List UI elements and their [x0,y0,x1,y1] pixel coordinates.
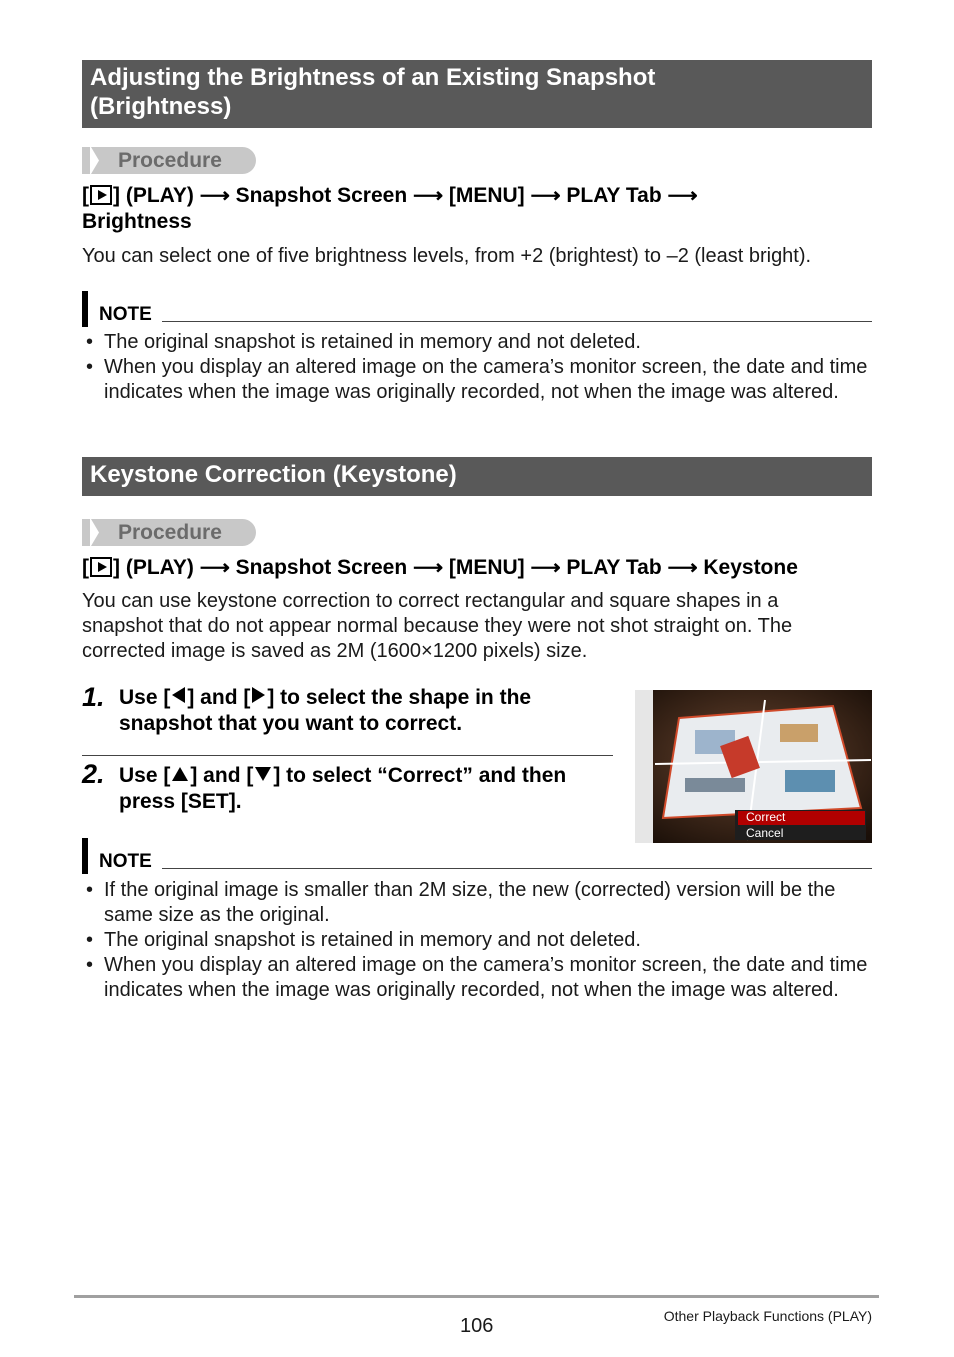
play-icon [90,185,112,205]
path-step: [MENU] [448,556,525,579]
path-step: Brightness [82,210,192,233]
procedure-tag [82,519,258,546]
menu-item-correct: Correct [746,810,786,824]
section-header-brightness [82,60,872,128]
path-play: ] (PLAY) [113,184,194,207]
note-item: • The original snapshot is retained in memory and not deleted. [82,928,872,953]
step-text: Use [ ] and [ ] to select “Correct” and then press [SET]. [119,764,567,813]
down-arrow-icon [255,767,271,781]
left-arrow-icon [172,687,185,703]
step-number: 1. [82,682,105,712]
arrow-icon: ⟶ [667,184,698,207]
note-item: • If the original image is smaller than 2M size, the new (corrected) version will be the same size as the original. [82,878,872,928]
arrow-icon: ⟶ [413,184,444,207]
step-divider [82,755,613,756]
section-body: You can select one of five brightness levels, from +2 (brightest) to –2 (least bright). [82,245,812,267]
section-body: You can use keystone correction to correct rectangular and square shapes in a snapshot that do not appear normal because they were not shot straight on. The corrected image is saved as 2M (1600×1200 pixels) size. [82,590,793,662]
path-step: [MENU] [448,184,525,207]
footer-rule [74,1295,879,1298]
section-title-line2: (Brightness) [90,93,232,120]
arrow-icon: ⟶ [413,556,444,579]
menu-item-cancel: Cancel [746,826,784,840]
arrow-icon: ⟶ [530,556,561,579]
note-heading [82,838,872,874]
path-step: PLAY Tab [566,184,662,207]
section-title: Keystone Correction (Keystone) [90,461,457,488]
section-title-line1: Adjusting the Brightness of an Existing Snapshot [90,64,656,91]
arrow-icon: ⟶ [530,184,561,207]
procedure-path: [ ] (PLAY) ⟶ Snapshot Screen ⟶ [MENU] ⟶ PLAY Tab ⟶ Keystone [82,556,798,579]
section-header-keystone [82,457,872,496]
step-text: Use [ ] and [ ] to select the shape in the snapshot that you want to correct. [119,686,532,735]
keystone-photo [635,690,872,843]
camera-screen-image [635,690,872,843]
note-list [82,878,872,1003]
arrow-icon: ⟶ [667,556,698,579]
arrow-icon: ⟶ [199,184,230,207]
path-step: Snapshot Screen [235,184,408,207]
procedure-tag [82,147,258,174]
right-arrow-icon [252,687,265,703]
note-heading [82,291,872,327]
path-step: Snapshot Screen [235,556,408,579]
step-number: 2. [82,759,105,789]
note-item: • The original snapshot is retained in memory and not deleted. [82,330,872,355]
procedure-path: [ ] (PLAY) ⟶ Snapshot Screen ⟶ [MENU] ⟶ PLAY Tab ⟶ Brightness [82,184,698,233]
path-step: PLAY Tab [566,556,662,579]
note-item: • When you display an altered image on the camera’s monitor screen, the date and time indicates when the image was originally recorded, not when the image was altered. [82,953,872,1003]
path-play: ] (PLAY) [113,556,194,579]
arrow-icon: ⟶ [199,556,230,579]
note-label: NOTE [99,304,152,325]
path-step: Keystone [703,556,798,579]
page-number: 106 [460,1315,494,1337]
note-list [82,330,872,405]
up-arrow-icon [172,767,188,781]
footer-chapter: Other Playback Functions (PLAY) [663,1308,872,1324]
procedure-label: Procedure [118,149,222,172]
procedure-label: Procedure [118,521,222,544]
note-label: NOTE [99,851,152,872]
note-item: • When you display an altered image on the camera’s monitor screen, the date and time indicates when the image was originally recorded, not when the image was altered. [82,355,872,405]
play-icon [90,557,112,577]
